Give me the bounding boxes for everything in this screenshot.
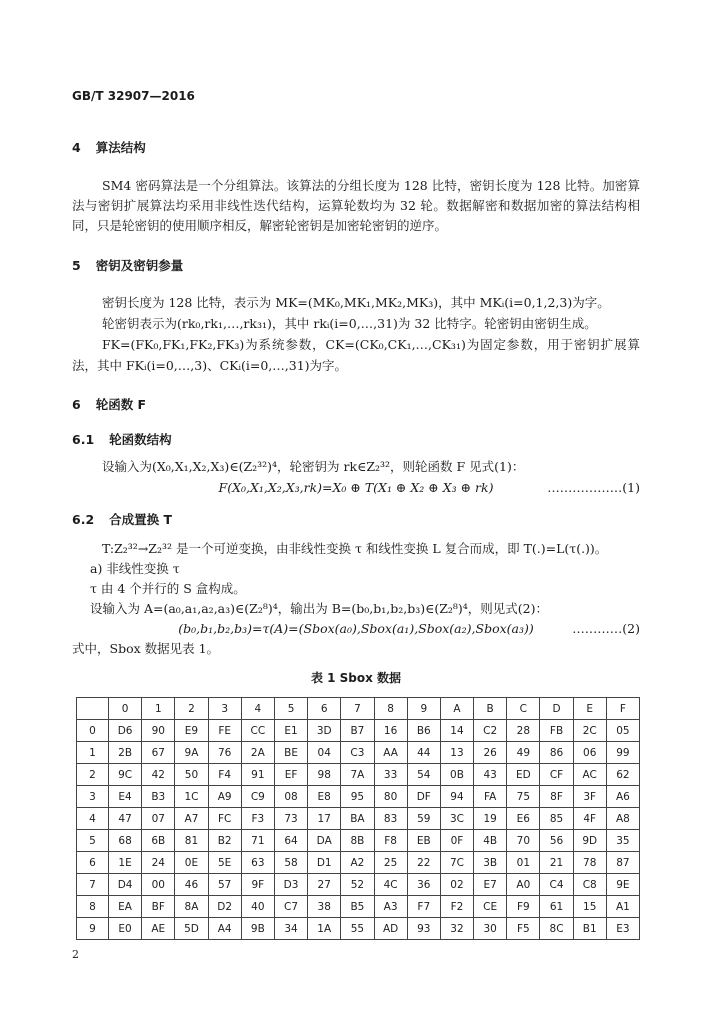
equation-2	[72, 619, 640, 639]
sbox-cell-26: 98	[308, 764, 341, 786]
sbox-cell-44: F3	[241, 808, 274, 830]
sbox-cell-15: BE	[274, 742, 307, 764]
sbox-cell-2e: AC	[573, 764, 606, 786]
sbox-cell-0f: 05	[606, 720, 639, 742]
page-body	[72, 86, 640, 965]
sbox-cell-9d: 8C	[540, 918, 573, 940]
sbox-cell-12: 9A	[175, 742, 208, 764]
equation-1-formula: F(X₀,X₁,X₂,X₃,rk)=X₀ ⊕ T(X₁ ⊕ X₂ ⊕ X₃ ⊕ rk)	[218, 480, 494, 495]
sbox-cell-68: 25	[374, 852, 407, 874]
sbox-cell-18: AA	[374, 742, 407, 764]
sbox-cell-21: 42	[142, 764, 175, 786]
sbox-cell-51: 6B	[142, 830, 175, 852]
sbox-cell-9a: 32	[440, 918, 473, 940]
column-header-c: C	[507, 698, 540, 720]
sbox-cell-5e: 9D	[573, 830, 606, 852]
column-header-8: 8	[374, 698, 407, 720]
sbox-cell-56: DA	[308, 830, 341, 852]
sbox-cell-3c: 75	[507, 786, 540, 808]
sbox-cell-35: 08	[274, 786, 307, 808]
row-header-2: 2	[77, 764, 109, 786]
sbox-cell-39: DF	[407, 786, 440, 808]
sbox-cell-8c: F9	[507, 896, 540, 918]
sbox-cell-6c: 01	[507, 852, 540, 874]
sbox-cell-2a: 0B	[440, 764, 473, 786]
section-4-heading	[72, 138, 640, 158]
sbox-cell-96: 1A	[308, 918, 341, 940]
table-corner-cell	[77, 698, 109, 720]
column-header-1: 1	[142, 698, 175, 720]
sbox-cell-17: C3	[341, 742, 374, 764]
column-header-b: B	[474, 698, 507, 720]
sbox-cell-04: CC	[241, 720, 274, 742]
sbox-cell-94: 9B	[241, 918, 274, 940]
sbox-table-header	[77, 698, 640, 720]
column-header-2: 2	[175, 698, 208, 720]
sbox-cell-30: E4	[109, 786, 142, 808]
sbox-cell-31: B3	[142, 786, 175, 808]
column-header-a: A	[440, 698, 473, 720]
equation-1	[72, 478, 640, 498]
sbox-cell-4d: 85	[540, 808, 573, 830]
table-row	[77, 896, 640, 918]
sbox-cell-98: AD	[374, 918, 407, 940]
sbox-cell-83: D2	[208, 896, 241, 918]
sbox-cell-0d: FB	[540, 720, 573, 742]
section-6-1-heading	[72, 430, 640, 450]
sbox-cell-4c: E6	[507, 808, 540, 830]
row-header-4: 4	[77, 808, 109, 830]
row-header-6: 6	[77, 852, 109, 874]
column-header-5: 5	[274, 698, 307, 720]
sbox-cell-10: 2B	[109, 742, 142, 764]
sbox-cell-1a: 13	[440, 742, 473, 764]
sbox-cell-85: C7	[274, 896, 307, 918]
sbox-cell-08: 16	[374, 720, 407, 742]
sbox-cell-53: B2	[208, 830, 241, 852]
sbox-cell-47: BA	[341, 808, 374, 830]
sbox-cell-42: A7	[175, 808, 208, 830]
sbox-cell-9b: 30	[474, 918, 507, 940]
sbox-cell-7a: 02	[440, 874, 473, 896]
sbox-cell-28: 33	[374, 764, 407, 786]
section-6-number: 6	[72, 397, 81, 412]
sbox-table	[76, 697, 640, 940]
sbox-cell-97: 55	[341, 918, 374, 940]
equation-2-formula: (b₀,b₁,b₂,b₃)=τ(A)=(Sbox(a₀),Sbox(a₁),Sbox(a₂),Sbox(a₃))	[178, 621, 534, 636]
sbox-cell-78: 4C	[374, 874, 407, 896]
section-5-paragraph-round-key: 轮密钥表示为(rk₀,rk₁,…,rk₃₁)，其中 rkᵢ(i=0,…,31)为 32 比特字。轮密钥由密钥生成。	[102, 316, 597, 331]
sbox-cell-40: 47	[109, 808, 142, 830]
sbox-table-body	[77, 720, 640, 940]
sbox-cell-2d: CF	[540, 764, 573, 786]
sbox-cell-90: E0	[109, 918, 142, 940]
sbox-cell-60: 1E	[109, 852, 142, 874]
sbox-cell-1b: 26	[474, 742, 507, 764]
sbox-cell-33: A9	[208, 786, 241, 808]
list-item-a-input: 设输入为 A=(a₀,a₁,a₂,a₃)∈(Z₂⁸)⁴，输出为 B=(b₀,b₁,b₂,b₃)∈(Z₂⁸)⁴，则见式(2)：	[90, 601, 549, 616]
sbox-cell-1c: 49	[507, 742, 540, 764]
column-header-f: F	[606, 698, 639, 720]
sbox-cell-00: D6	[109, 720, 142, 742]
table-row	[77, 720, 640, 742]
section-5-title: 密钥及密钥参量	[95, 258, 184, 273]
sbox-cell-3e: 3F	[573, 786, 606, 808]
sbox-cell-36: E8	[308, 786, 341, 808]
sbox-cell-8a: F2	[440, 896, 473, 918]
sbox-cell-7b: E7	[474, 874, 507, 896]
sbox-cell-59: EB	[407, 830, 440, 852]
table-row	[77, 808, 640, 830]
sbox-cell-2b: 43	[474, 764, 507, 786]
sbox-cell-4b: 19	[474, 808, 507, 830]
column-header-d: D	[540, 698, 573, 720]
sbox-cell-32: 1C	[175, 786, 208, 808]
sbox-cell-29: 54	[407, 764, 440, 786]
sbox-cell-34: C9	[241, 786, 274, 808]
column-header-e: E	[573, 698, 606, 720]
sbox-cell-3d: 8F	[540, 786, 573, 808]
sbox-cell-1d: 86	[540, 742, 573, 764]
sbox-cell-4a: 3C	[440, 808, 473, 830]
table-row	[77, 786, 640, 808]
sbox-cell-03: FE	[208, 720, 241, 742]
sbox-cell-05: E1	[274, 720, 307, 742]
table-1-caption: 表 1 Sbox 数据	[310, 671, 402, 685]
sbox-cell-8e: 15	[573, 896, 606, 918]
section-4-paragraph: SM4 密码算法是一个分组算法。该算法的分组长度为 128 比特，密钥长度为 128 比特。加密算法与密钥扩展算法均采用非线性迭代结构，运算轮数均为 32 轮。数据解密和数据加密的算法结构相同，只是轮密钥的使用顺序相反，解密轮密钥是加密轮密钥的逆序。	[72, 178, 640, 233]
section-5-paragraph-parameters: FK=(FK₀,FK₁,FK₂,FK₃)为系统参数，CK=(CK₀,CK₁,…,CK₃₁)为固定参数，用于密钥扩展算法，其中 FKᵢ(i=0,…,3)、CKᵢ(i=0,…,31)为字。	[72, 337, 640, 373]
sbox-cell-81: BF	[142, 896, 175, 918]
sbox-cell-77: 52	[341, 874, 374, 896]
sbox-cell-87: B5	[341, 896, 374, 918]
table-row	[77, 852, 640, 874]
list-item-a-heading: a) 非线性变换 τ	[90, 561, 180, 576]
sbox-cell-24: 91	[241, 764, 274, 786]
sbox-cell-6f: 87	[606, 852, 639, 874]
sbox-cell-61: 24	[142, 852, 175, 874]
sbox-cell-5f: 35	[606, 830, 639, 852]
sbox-cell-8d: 61	[540, 896, 573, 918]
sbox-cell-14: 2A	[241, 742, 274, 764]
sbox-cell-41: 07	[142, 808, 175, 830]
sbox-cell-5b: 4B	[474, 830, 507, 852]
section-6-2-paragraph: T:Z₂³²→Z₂³² 是一个可逆变换，由非线性变换 τ 和线性变换 L 复合而成，即 T(.)=L(τ(.))。	[102, 541, 608, 556]
sbox-cell-06: 3D	[308, 720, 341, 742]
sbox-cell-4e: 4F	[573, 808, 606, 830]
sbox-cell-27: 7A	[341, 764, 374, 786]
sbox-cell-62: 0E	[175, 852, 208, 874]
sbox-cell-99: 93	[407, 918, 440, 940]
section-6-heading	[72, 395, 640, 415]
section-4-title: 算法结构	[95, 140, 146, 155]
sbox-note: 式中，Sbox 数据见表 1。	[72, 641, 220, 656]
sbox-cell-75: D3	[274, 874, 307, 896]
sbox-cell-84: 40	[241, 896, 274, 918]
sbox-cell-89: F7	[407, 896, 440, 918]
sbox-cell-72: 46	[175, 874, 208, 896]
section-6-2-title: 合成置换 T	[109, 512, 173, 527]
sbox-cell-13: 76	[208, 742, 241, 764]
sbox-cell-37: 95	[341, 786, 374, 808]
sbox-cell-8b: CE	[474, 896, 507, 918]
sbox-cell-71: 00	[142, 874, 175, 896]
sbox-cell-57: 8B	[341, 830, 374, 852]
sbox-cell-54: 71	[241, 830, 274, 852]
sbox-cell-7f: 9E	[606, 874, 639, 896]
section-5-heading	[72, 256, 640, 276]
table-row	[77, 918, 640, 940]
sbox-cell-67: A2	[341, 852, 374, 874]
sbox-cell-86: 38	[308, 896, 341, 918]
sbox-cell-0b: C2	[474, 720, 507, 742]
sbox-cell-22: 50	[175, 764, 208, 786]
row-header-8: 8	[77, 896, 109, 918]
sbox-cell-80: EA	[109, 896, 142, 918]
table-row	[77, 830, 640, 852]
sbox-cell-9c: F5	[507, 918, 540, 940]
table-header-row	[77, 698, 640, 720]
row-header-0: 0	[77, 720, 109, 742]
sbox-cell-6e: 78	[573, 852, 606, 874]
row-header-7: 7	[77, 874, 109, 896]
sbox-cell-6a: 7C	[440, 852, 473, 874]
list-item-a-text: τ 由 4 个并行的 S 盒构成。	[90, 581, 246, 596]
sbox-cell-2f: 62	[606, 764, 639, 786]
row-header-5: 5	[77, 830, 109, 852]
sbox-cell-73: 57	[208, 874, 241, 896]
table-row	[77, 874, 640, 896]
sbox-cell-50: 68	[109, 830, 142, 852]
sbox-cell-48: 83	[374, 808, 407, 830]
equation-1-number: ………………(1)	[547, 480, 640, 495]
section-5-number: 5	[72, 258, 81, 273]
section-5-paragraph-key: 密钥长度为 128 比特，表示为 MK=(MK₀,MK₁,MK₂,MK₃)，其中 MKᵢ(i=0,1,2,3)为字。	[102, 295, 610, 310]
sbox-cell-0c: 28	[507, 720, 540, 742]
sbox-cell-01: 90	[142, 720, 175, 742]
sbox-cell-52: 81	[175, 830, 208, 852]
section-6-2-heading	[72, 510, 640, 530]
sbox-cell-82: 8A	[175, 896, 208, 918]
sbox-cell-93: A4	[208, 918, 241, 940]
sbox-cell-9e: B1	[573, 918, 606, 940]
sbox-cell-63: 5E	[208, 852, 241, 874]
sbox-cell-16: 04	[308, 742, 341, 764]
section-4-number: 4	[72, 140, 81, 155]
row-header-3: 3	[77, 786, 109, 808]
sbox-cell-19: 44	[407, 742, 440, 764]
sbox-cell-9f: E3	[606, 918, 639, 940]
sbox-cell-20: 9C	[109, 764, 142, 786]
sbox-cell-88: A3	[374, 896, 407, 918]
sbox-cell-1f: 99	[606, 742, 639, 764]
sbox-cell-4f: A8	[606, 808, 639, 830]
sbox-cell-58: F8	[374, 830, 407, 852]
sbox-cell-1e: 06	[573, 742, 606, 764]
sbox-cell-64: 63	[241, 852, 274, 874]
equation-2-number: …………(2)	[572, 621, 640, 636]
sbox-cell-70: D4	[109, 874, 142, 896]
sbox-cell-74: 9F	[241, 874, 274, 896]
column-header-3: 3	[208, 698, 241, 720]
sbox-cell-23: F4	[208, 764, 241, 786]
sbox-cell-49: 59	[407, 808, 440, 830]
sbox-cell-6d: 21	[540, 852, 573, 874]
sbox-cell-38: 80	[374, 786, 407, 808]
sbox-cell-79: 36	[407, 874, 440, 896]
section-6-2-number: 6.2	[72, 512, 95, 527]
sbox-cell-76: 27	[308, 874, 341, 896]
sbox-cell-0a: 14	[440, 720, 473, 742]
sbox-cell-43: FC	[208, 808, 241, 830]
column-header-0: 0	[109, 698, 142, 720]
sbox-cell-45: 73	[274, 808, 307, 830]
sbox-cell-11: 67	[142, 742, 175, 764]
table-row	[77, 742, 640, 764]
table-row	[77, 764, 640, 786]
sbox-cell-5d: 56	[540, 830, 573, 852]
sbox-cell-6b: 3B	[474, 852, 507, 874]
sbox-cell-5a: 0F	[440, 830, 473, 852]
sbox-cell-07: B7	[341, 720, 374, 742]
sbox-cell-2c: ED	[507, 764, 540, 786]
sbox-cell-5c: 70	[507, 830, 540, 852]
sbox-cell-55: 64	[274, 830, 307, 852]
sbox-cell-25: EF	[274, 764, 307, 786]
page-number: 2	[72, 948, 79, 961]
sbox-cell-46: 17	[308, 808, 341, 830]
column-header-7: 7	[341, 698, 374, 720]
sbox-cell-0e: 2C	[573, 720, 606, 742]
sbox-cell-8f: A1	[606, 896, 639, 918]
sbox-cell-65: 58	[274, 852, 307, 874]
section-6-1-title: 轮函数结构	[109, 432, 172, 447]
sbox-cell-91: AE	[142, 918, 175, 940]
sbox-cell-7c: A0	[507, 874, 540, 896]
sbox-cell-92: 5D	[175, 918, 208, 940]
row-header-1: 1	[77, 742, 109, 764]
sbox-cell-69: 22	[407, 852, 440, 874]
column-header-4: 4	[241, 698, 274, 720]
sbox-cell-7d: C4	[540, 874, 573, 896]
sbox-cell-3b: FA	[474, 786, 507, 808]
sbox-cell-02: E9	[175, 720, 208, 742]
column-header-6: 6	[308, 698, 341, 720]
section-6-1-paragraph: 设输入为(X₀,X₁,X₂,X₃)∈(Z₂³²)⁴，轮密钥为 rk∈Z₂³²，则轮函数 F 见式(1)：	[102, 459, 525, 474]
sbox-cell-66: D1	[308, 852, 341, 874]
column-header-9: 9	[407, 698, 440, 720]
running-header: GB/T 32907—2016	[72, 89, 195, 103]
section-6-title: 轮函数 F	[95, 397, 147, 412]
sbox-cell-3a: 94	[440, 786, 473, 808]
section-6-1-number: 6.1	[72, 432, 95, 447]
sbox-cell-95: 34	[274, 918, 307, 940]
row-header-9: 9	[77, 918, 109, 940]
sbox-cell-7e: C8	[573, 874, 606, 896]
sbox-cell-09: B6	[407, 720, 440, 742]
sbox-cell-3f: A6	[606, 786, 639, 808]
